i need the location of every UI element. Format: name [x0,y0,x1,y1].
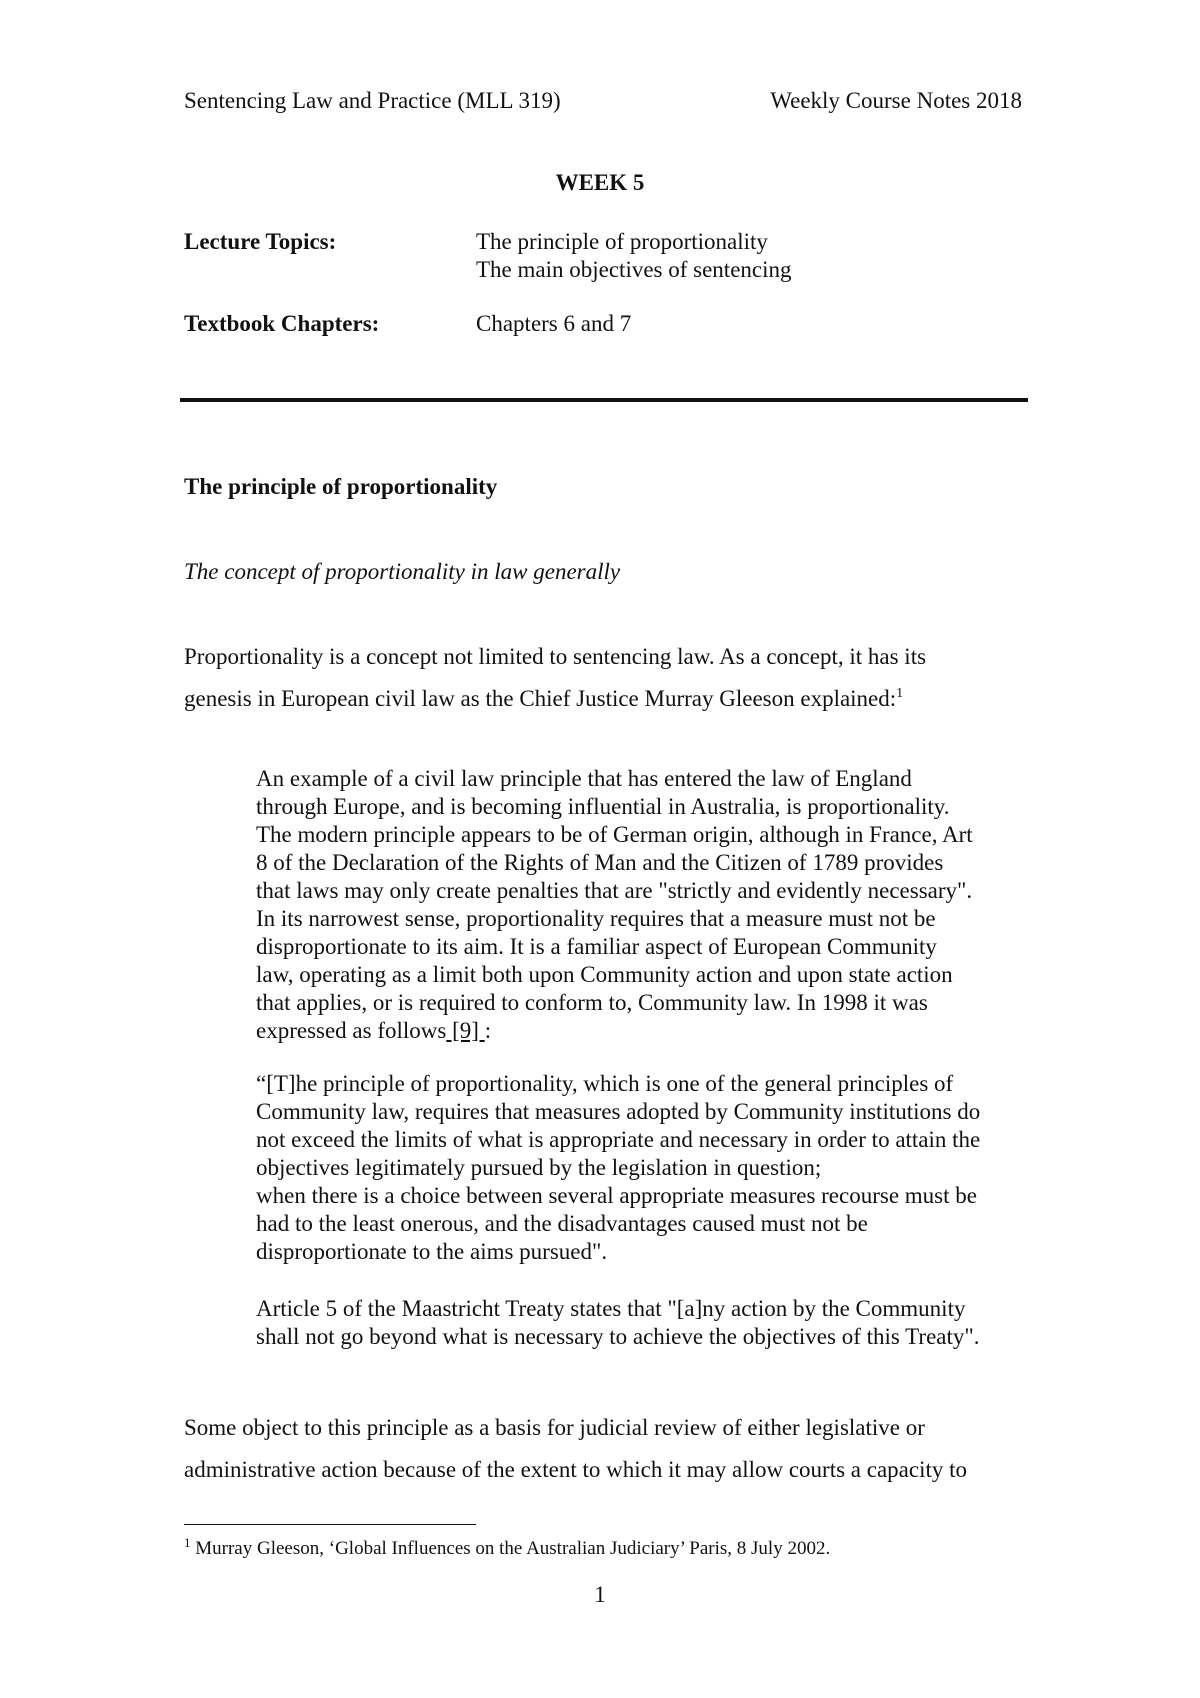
quote-line: when there is a choice between several appropriate measures recourse must be [256,1183,977,1208]
textbook-chapters-label: Textbook Chapters: [184,311,380,336]
quote-line: shall not go beyond what is necessary to achieve the objectives of this Treaty". [256,1324,980,1349]
quote-line [256,1017,1036,1045]
quote-line: The modern principle appears to be of German origin, although in France, Art [256,822,973,847]
quote-text: : [484,1018,492,1043]
lecture-topics-label: Lecture Topics: [184,229,337,254]
header-course-title: Sentencing Law and Practice (MLL 319) [184,88,561,113]
block-quote-principle [256,1070,1036,1266]
citation-link[interactable]: [9] [446,1018,485,1043]
subsection-title: The concept of proportionality in law generally [184,559,621,584]
quote-line: “[T]he principle of proportionality, which is one of the general principles of [256,1071,954,1096]
quote-line: through Europe, and is becoming influential in Australia, is proportionality. [256,794,950,819]
closing-paragraph [184,1407,1034,1491]
quote-line: law, operating as a limit both upon Community action and upon state action [256,962,953,987]
quote-line: Article 5 of the Maastricht Treaty states that "[a]ny action by the Community [256,1296,966,1321]
quote-line: not exceed the limits of what is appropriate and necessary in order to attain the [256,1127,981,1152]
header-notes-title: Weekly Course Notes 2018 [770,88,1022,113]
quote-line: disproportionate to its aim. It is a familiar aspect of European Community [256,934,937,959]
quote-line: 8 of the Declaration of the Rights of Man and the Citizen of 1789 provides [256,850,944,875]
footnote-number: 1 [184,1535,191,1550]
paragraph-line: Some object to this principle as a basis for judicial review of either legislative or [184,1415,925,1440]
paragraph-text: genesis in European civil law as the Chief Justice Murray Gleeson explained: [184,686,897,711]
paragraph-line [184,678,1034,720]
lecture-topic-1: The principle of proportionality [476,229,768,254]
footnote-separator [184,1524,476,1525]
quote-line: disproportionate to the aims pursued". [256,1239,608,1264]
quote-line: had to the least onerous, and the disadvantages caused must not be [256,1211,868,1236]
section-divider [180,398,1028,402]
textbook-chapters-value: Chapters 6 and 7 [476,311,632,336]
block-quote-maastricht [256,1295,1036,1351]
quote-line: objectives legitimately pursued by the legislation in question; [256,1155,822,1180]
quote-line: that applies, or is required to conform to, Community law. In 1998 it was [256,990,928,1015]
footnote [184,1535,831,1560]
week-heading: WEEK 5 [555,170,645,195]
footnote-text: Murray Gleeson, ‘Global Influences on the Australian Judiciary’ Paris, 8 July 2002. [190,1538,831,1559]
page-number: 1 [594,1582,606,1607]
intro-paragraph [184,636,1034,720]
quote-line: In its narrowest sense, proportionality requires that a measure must not be [256,906,936,931]
quote-line: that laws may only create penalties that are "strictly and evidently necessary". [256,878,973,903]
paragraph-line: administrative action because of the extent to which it may allow courts a capacity to [184,1457,968,1482]
quote-line: An example of a civil law principle that has entered the law of England [256,766,912,791]
lecture-topic-2: The main objectives of sentencing [476,257,792,282]
section-title: The principle of proportionality [184,474,498,499]
quote-line: Community law, requires that measures adopted by Community institutions do [256,1099,981,1124]
paragraph-line: Proportionality is a concept not limited to sentencing law. As a concept, it has its [184,644,927,669]
footnote-reference[interactable]: 1 [896,686,904,701]
block-quote-gleeson [256,765,1036,1045]
quote-text: expressed as follows [256,1018,447,1043]
